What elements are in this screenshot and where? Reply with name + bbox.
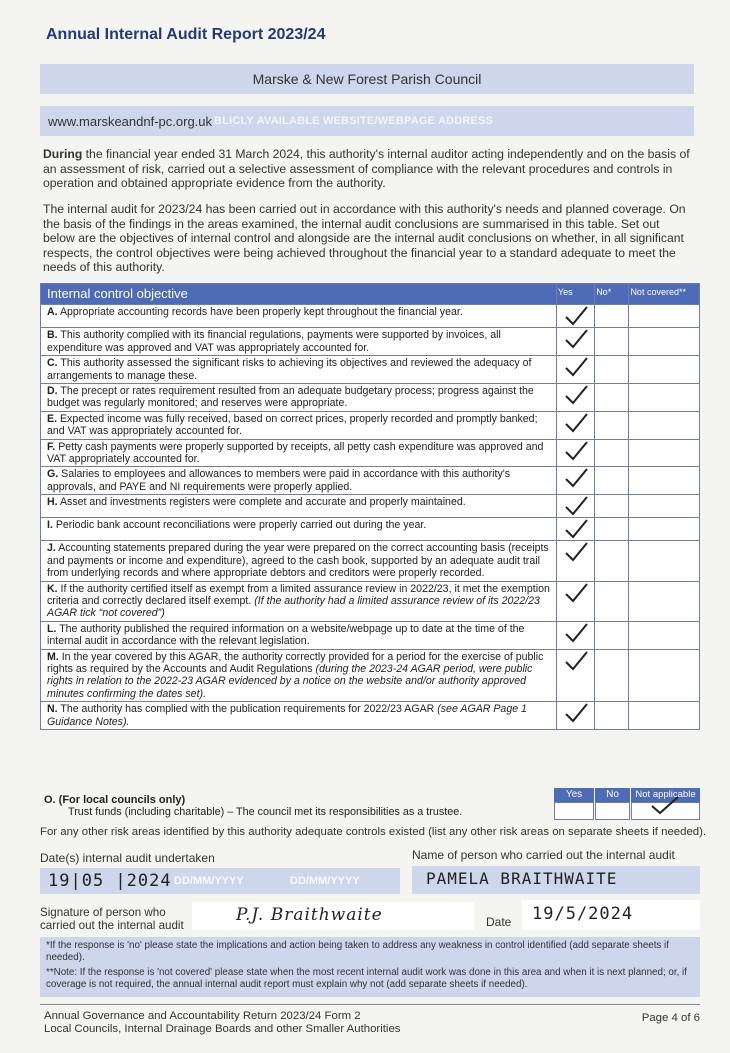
- objective-description: Appropriate accounting records have been properly kept throughout the financial year.: [59, 306, 463, 319]
- objective-letter: H.: [47, 496, 58, 509]
- answer-no-cell[interactable]: [595, 467, 629, 495]
- website-placeholder: BLICLY AVAILABLE WEBSITE/WEBPAGE ADDRESS: [214, 115, 494, 127]
- objective-description: This authority assessed the significant risks to achieving its objectives and reviewed the adequacy of arrangements to manage these.: [47, 357, 532, 382]
- objective-text: [41, 621, 557, 649]
- objective-letter: K.: [47, 582, 58, 595]
- page-number: Page 4 of 6: [641, 1012, 700, 1024]
- tick-icon: [561, 541, 591, 563]
- objective-letter: I.: [47, 519, 53, 532]
- answer-no-cell[interactable]: [595, 305, 629, 328]
- tick-icon: [561, 328, 591, 350]
- answer-no-cell[interactable]: [595, 439, 629, 467]
- answer-nc-cell[interactable]: [629, 439, 700, 467]
- answer-nc-cell[interactable]: [629, 702, 700, 730]
- answer-yes-cell[interactable]: [556, 621, 594, 649]
- objective-letter: L.: [47, 622, 57, 635]
- objective-letter: N.: [47, 703, 58, 716]
- tick-icon: [561, 384, 591, 406]
- row-o-na-box[interactable]: [631, 802, 700, 820]
- audit-date-placeholder-2: DD/MM/YYYY: [290, 875, 360, 887]
- objective-text: [41, 702, 557, 730]
- date-label: Date: [486, 915, 512, 929]
- table-row: [41, 581, 700, 621]
- row-o-heading: O. (For local councils only): [44, 794, 186, 806]
- auditor-name-value: PAMELA BRAITHWAITE: [426, 869, 618, 888]
- objective-description: Expected income was fully received, based on correct prices, properly recorded and promptly banked; and VAT was appropriately accounted for.: [47, 412, 538, 438]
- objective-description: If the authority certified itself as exempt from a limited assurance review in 2022/23, it met the exemption criteria and correctly declared itself exempt.: [47, 582, 550, 607]
- objective-description: Asset and investments registers were complete and accurate and properly maintained.: [59, 496, 466, 509]
- answer-no-cell[interactable]: [595, 581, 629, 621]
- table-row: [41, 541, 700, 581]
- answer-yes-cell[interactable]: [556, 518, 594, 541]
- objective-text: [41, 384, 557, 412]
- footnote-not-covered: **Note: If the response is 'not covered' please state when the most recent internal audit work was done in this area and when it is next planned; or, if coverage is not required, the annual internal audit report must explain why not (add separate sheets if needed).: [46, 966, 687, 991]
- footer-divider: [40, 1004, 700, 1005]
- tick-icon: [561, 702, 591, 724]
- objective-description: Salaries to employees and allowances to members were paid in accordance with this authority's approvals, and PAYE and NI requirements were properly applied.: [47, 468, 511, 493]
- table-row: [41, 439, 700, 467]
- objective-letter: J.: [47, 542, 56, 555]
- objective-text: [41, 356, 557, 384]
- objective-note: (during the 2023-24 AGAR period, were public rights in relation to the 2022-23 AGAR evidenced by a notice on the website and/or authority approved minutes confirming the dates set).: [47, 662, 533, 700]
- table-row: [41, 649, 700, 702]
- answer-no-cell[interactable]: [595, 328, 629, 356]
- row-o-no-box[interactable]: [595, 802, 630, 820]
- objective-description: The authority has complied with the publication requirements for 2022/23 AGAR: [60, 703, 438, 716]
- signature-value: P.J. Braithwaite: [236, 905, 383, 925]
- website-value: www.marskeandnf-pc.org.uk: [48, 113, 213, 129]
- objective-description: Petty cash payments were properly supported by receipts, all petty cash expenditure was approved and VAT appropriately accounted for.: [47, 440, 544, 466]
- tick-icon: [561, 582, 591, 604]
- table-row: [41, 621, 700, 649]
- objective-text: [41, 439, 557, 467]
- objective-description: The authority published the required information on a website/webpage up to date at the time of the internal audit in accordance with the relevant legislation.: [47, 622, 525, 648]
- answer-nc-cell[interactable]: [629, 305, 700, 328]
- objective-letter: E.: [47, 412, 58, 425]
- table-row: [41, 356, 700, 384]
- signature-field[interactable]: [192, 902, 474, 930]
- answer-nc-cell[interactable]: [629, 356, 700, 384]
- internal-control-table: [40, 283, 700, 730]
- objective-description: Periodic bank account reconciliations were properly carried out during the year.: [55, 519, 427, 532]
- answer-nc-cell[interactable]: [629, 384, 700, 412]
- page-title: Annual Internal Audit Report 2023/24: [46, 26, 326, 43]
- table-row: [41, 467, 700, 495]
- footnote-no: *If the response is 'no' please state the implications and action being taken to address any weakness in control identified (add separate sheets if needed).: [46, 940, 669, 964]
- website-field[interactable]: [40, 106, 694, 136]
- answer-nc-cell[interactable]: [629, 328, 700, 356]
- tick-icon: [561, 495, 591, 517]
- answer-nc-cell[interactable]: [629, 541, 700, 581]
- answer-yes-cell[interactable]: [556, 581, 594, 621]
- tick-icon: [561, 518, 591, 540]
- answer-nc-cell[interactable]: [629, 649, 700, 702]
- table-header-objective: Internal control objective: [41, 284, 557, 305]
- objective-text: [41, 411, 557, 439]
- row-o-description: Trust funds (including charitable) – The council met its responsibilities as a trustee.: [68, 806, 463, 818]
- row-o-header-na: Not applicable: [631, 788, 700, 802]
- answer-no-cell[interactable]: [595, 356, 629, 384]
- tick-icon: [561, 650, 591, 672]
- signature-label: Signature of person who carried out the internal audit: [40, 906, 184, 932]
- objective-text: [41, 467, 557, 495]
- objective-text: [41, 518, 557, 541]
- table-header-yes: Yes: [556, 284, 594, 305]
- answer-yes-cell[interactable]: [556, 411, 594, 439]
- intro-paragraph-1: [43, 147, 693, 191]
- tick-icon: [561, 412, 591, 434]
- table-row: [41, 518, 700, 541]
- objective-text: [41, 649, 557, 702]
- footer-line-1: Annual Governance and Accountability Return 2023/24 Form 2: [44, 1010, 361, 1022]
- answer-no-cell[interactable]: [595, 518, 629, 541]
- objective-description: In the year covered by this AGAR, the authority correctly provided for a period for the exercise of public rights as required by the Accounts and Audit Regulations: [47, 650, 544, 675]
- answer-no-cell[interactable]: [595, 649, 629, 702]
- audit-dates-value: 19|05 |2024: [48, 871, 172, 891]
- table-row: [41, 384, 700, 412]
- council-name-value: Marske & New Forest Parish Council: [252, 71, 482, 87]
- answer-nc-cell[interactable]: [629, 411, 700, 439]
- table-row: [41, 495, 700, 518]
- tick-icon: [561, 305, 591, 327]
- answer-yes-cell[interactable]: [556, 439, 594, 467]
- tick-icon: [561, 467, 591, 489]
- objective-letter: A.: [47, 306, 58, 319]
- other-risk-note: For any other risk areas identified by this authority adequate controls existed (list any other risk areas on separate sheets if needed).: [40, 826, 707, 838]
- answer-yes-cell[interactable]: [556, 495, 594, 518]
- council-name-field[interactable]: [40, 64, 694, 94]
- tick-icon: [561, 440, 591, 462]
- answer-nc-cell[interactable]: [629, 621, 700, 649]
- table-row: [41, 328, 700, 356]
- answer-nc-cell[interactable]: [629, 495, 700, 518]
- table-header-no: No*: [595, 284, 629, 305]
- objective-text: [41, 495, 557, 518]
- tick-icon: [646, 795, 686, 817]
- answer-nc-cell[interactable]: [629, 518, 700, 541]
- answer-nc-cell[interactable]: [629, 467, 700, 495]
- intro-paragraph-2: The internal audit for 2023/24 has been carried out in accordance with this authority's needs and planned coverage. On the basis of the findings in the areas examined, the internal audit conclusions are summarised in this table. Set out below are the objectives of internal control and alongside are the internal audit conclusions on whether, in all significant respects, the control objectives were being achieved throughout the financial year to a standard adequate to meet the needs of this authority.: [43, 202, 686, 275]
- answer-yes-cell[interactable]: [556, 305, 594, 328]
- tick-icon: [561, 356, 591, 378]
- objective-letter: F.: [47, 440, 56, 453]
- objective-letter: M.: [47, 650, 59, 663]
- objective-text: [41, 541, 557, 581]
- audit-dates-field[interactable]: [40, 868, 400, 894]
- objective-note: (If the authority had a limited assurance review of its 2022/23 AGAR tick “not covered”): [47, 594, 540, 620]
- row-o-header-no: No: [595, 788, 630, 802]
- date-value: 19/5/2024: [532, 904, 634, 924]
- answer-yes-cell[interactable]: [556, 702, 594, 730]
- objective-text: [41, 305, 557, 328]
- answer-yes-cell[interactable]: [556, 384, 594, 412]
- table-row: [41, 305, 700, 328]
- table-header-not-covered: Not covered**: [629, 284, 700, 305]
- answer-nc-cell[interactable]: [629, 581, 700, 621]
- auditor-name-field[interactable]: [412, 866, 700, 894]
- objective-description: Accounting statements prepared during the year were prepared on the correct accounting basis (receipts and payments or income and expenditure), agreed to the cash book, supported by an adequate audit trail from underlying records and where appropriate debtors and creditors were properly recorded.: [47, 542, 549, 580]
- intro-bold: During: [43, 147, 83, 161]
- footer-line-2: Local Councils, Internal Drainage Boards and other Smaller Authorities: [44, 1023, 401, 1035]
- objective-text: [41, 328, 557, 356]
- footer-form-info: [44, 1010, 400, 1036]
- objective-description: The precept or rates requirement resulted from an adequate budgetary process; progress against the budget was regularly monitored; and reserves were appropriate.: [47, 385, 534, 410]
- answer-no-cell[interactable]: [595, 541, 629, 581]
- answer-yes-cell[interactable]: [556, 356, 594, 384]
- tick-icon: [561, 622, 591, 644]
- objective-letter: B.: [47, 329, 58, 342]
- table-row: [41, 411, 700, 439]
- row-o-header-yes: Yes: [554, 788, 594, 802]
- date-field[interactable]: [522, 900, 700, 930]
- auditor-name-label: Name of person who carried out the internal audit: [412, 848, 675, 862]
- row-o-text: [40, 788, 554, 820]
- answer-yes-cell[interactable]: [556, 467, 594, 495]
- objective-description: This authority complied with its financial regulations, payments were supported by invoices, all expenditure was approved and VAT was appropriately accounted for.: [47, 329, 501, 354]
- row-o-trust-funds: [40, 788, 700, 820]
- intro-p1-text: the financial year ended 31 March 2024, this authority's internal auditor acting independently and on the basis of an assessment of risk, carried out a selective assessment of compliance with the relevant procedures and controls in operation and obtained appropriate evidence from the authority.: [43, 147, 690, 191]
- audit-dates-label: Date(s) internal audit undertaken: [40, 851, 215, 865]
- answer-yes-cell[interactable]: [556, 649, 594, 702]
- objective-text: [41, 581, 557, 621]
- answer-yes-cell[interactable]: [556, 541, 594, 581]
- answer-no-cell[interactable]: [595, 495, 629, 518]
- row-o-yes-box[interactable]: [554, 802, 594, 820]
- answer-no-cell[interactable]: [595, 411, 629, 439]
- objective-letter: C.: [47, 357, 58, 370]
- answer-no-cell[interactable]: [595, 621, 629, 649]
- objective-letter: G.: [47, 468, 59, 481]
- footnotes-box: [40, 937, 700, 997]
- objective-letter: D.: [47, 385, 58, 398]
- table-row: [41, 702, 700, 730]
- objective-note: (see AGAR Page 1 Guidance Notes).: [47, 703, 527, 728]
- answer-no-cell[interactable]: [595, 384, 629, 412]
- audit-date-placeholder-1: DD/MM/YYYY: [174, 875, 244, 887]
- answer-no-cell[interactable]: [595, 702, 629, 730]
- answer-yes-cell[interactable]: [556, 328, 594, 356]
